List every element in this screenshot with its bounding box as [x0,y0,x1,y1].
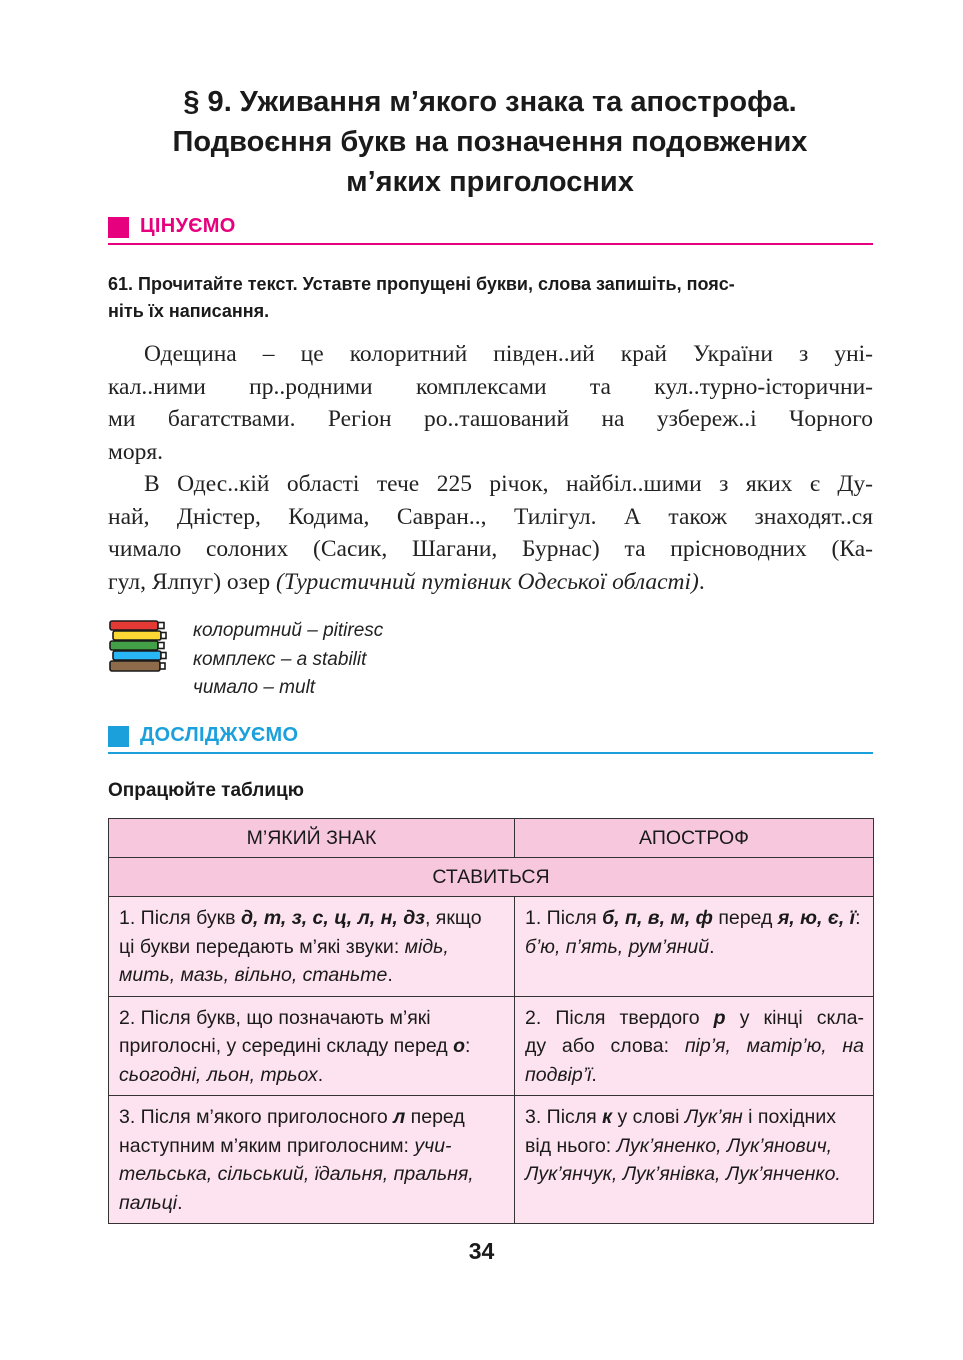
cell-line: 2. Після букв, що позначають м’які [119,1006,431,1029]
cell-line [119,961,505,990]
text-fragment: у кінці скла- [725,1006,864,1029]
text-fragment: . [709,935,715,958]
text-fragment: . [387,964,393,986]
table-caption: Опрацюйте таблицю [108,780,304,801]
section-label: ДОСЛІДЖУЄМО [140,724,299,746]
text-line: В Одес..кій області тече 225 річок, найбіл..шими з яких є Ду- [144,471,873,497]
subheader: СТАВИТЬСЯ [109,858,874,897]
example-words: Лук’янчук, Лук’янівка, Лук’янченко. [525,1163,841,1185]
text-fragment: у слові [612,1106,685,1128]
example-words: сьогодні, льон, трьох [119,1063,318,1086]
table-row [109,897,874,997]
table-cell [109,1096,515,1224]
square-marker-icon [108,217,129,238]
cell-line [119,1032,505,1061]
cell-line [525,1132,864,1161]
instruction-line: 61. Прочитайте текст. Уставте пропущені букви, слова запишіть, пояс- [108,274,735,294]
text-fragment: ду або слова: [525,1035,685,1057]
text-fragment: . [317,1063,324,1086]
cell-line [119,933,505,962]
text-fragment: : [855,907,861,929]
text-fragment: 3. Після [525,1106,603,1128]
example-words: Лук’яненко, Лук’янович, [616,1134,833,1157]
cell-line [119,1160,505,1189]
text-fragment: наступним м’яким приголосним: [119,1134,415,1157]
example-words: мить, мазь, вільно, станьте [119,964,388,986]
cell-line [119,1103,505,1132]
table-cell [515,897,874,997]
example-words: тельська, сільський, їдальня, пральня, [119,1163,474,1185]
bold-letters: д, т, з, с, ц, л, н, дз [240,907,425,929]
table-cell [109,897,515,997]
example-words: пір’я, матір’ю, на [684,1035,864,1057]
section-label: ЦІНУЄМО [140,215,236,237]
text-fragment: . [698,568,705,595]
table-cell [515,996,874,1096]
text-fragment: і похідних [742,1106,836,1128]
rules-table [108,818,874,1224]
exercise-instruction [108,271,873,325]
cell-line [525,1160,864,1189]
text-fragment: . [591,1063,597,1086]
vocabulary-item: колоритний – pitiresc [193,620,384,641]
section-header-value [108,213,873,245]
text-fragment: 2. Після твердого [525,1006,714,1029]
section-header-research [108,722,873,754]
cell-line [525,1103,864,1132]
text-fragment: 1. Після [525,907,603,929]
title-line: § 9. Уживання м’якого знака та апострофа. [183,86,797,118]
bold-letters: л [393,1106,406,1128]
vocabulary-list [193,617,383,703]
bold-letters: б, п, в, м, ф [602,907,713,929]
example-words: подвір’ї [525,1063,592,1086]
column-header: АПОСТРОФ [515,819,874,858]
text-fragment: перед [405,1106,465,1128]
text-line: моря. [108,438,164,465]
example-words: Лук’ян [684,1106,743,1128]
text-line: чимало солоних (Сасик, Шагани, Бурнас) та прісноводних (Ка- [108,536,873,562]
text-fragment: перед [712,907,778,929]
exercise-text [108,338,873,598]
table-row [109,996,874,1096]
text-fragment: приголосні, у середині складу перед [119,1035,454,1057]
cell-line [119,1061,505,1090]
cell-line [119,904,505,933]
bold-letters: о [453,1035,465,1057]
cell-line [119,1132,505,1161]
table-row [109,1096,874,1224]
example-words: б’ю, п’ять, рум’яний [525,935,710,958]
vocabulary-item: чимало – mult [193,677,316,698]
text-line: Одещина – це колоритний півден..ий край України з уні- [144,341,873,367]
source-citation: (Туристичний путівник Одеської області) [276,568,699,595]
table-subheader-row [109,858,874,897]
text-fragment: ці букви передають м’які звуки: [119,935,405,958]
text-fragment: 3. Після м’якого приголосного [119,1106,394,1128]
bold-letters: я, ю, є, ї [777,907,856,929]
text-line: най, Дністер, Кодима, Савран.., Тилігул. А також знаходят..ся [108,503,873,530]
square-marker-icon [108,726,129,747]
title-line: м’яких приголосних [346,166,634,198]
text-fragment: 1. Після букв [119,907,241,929]
cell-line [525,933,864,962]
text-fragment: . [177,1191,183,1214]
cell-line [119,1189,505,1218]
bold-letters: к [602,1106,613,1128]
text-fragment: : [465,1035,471,1057]
cell-line [525,1032,864,1061]
example-words: мідь, [404,935,449,958]
text-line: кал..ними пр..родними комплексами та кул..турно-історични- [108,373,873,400]
table-header-row [109,819,874,858]
vocabulary-item: комплекс – a stabilit [193,648,367,670]
page-title [108,82,872,202]
title-line: Подвоєння букв на позначення подовжених [172,126,808,158]
table-cell [109,996,515,1096]
text-line: ми багатствами. Регіон ро..ташований на узбереж..і Чорного [108,406,873,432]
text-line [108,566,873,599]
text-fragment: , якщо [424,907,482,929]
column-header: М’ЯКИЙ ЗНАК [109,819,515,858]
cell-line [525,1004,864,1033]
instruction-line: ніть їх написання. [108,301,270,321]
example-words: учи- [414,1134,452,1157]
cell-line [525,904,864,933]
cell-line [525,1061,864,1090]
table-cell [515,1096,874,1224]
text-fragment: гул, Ялпуг) озер [108,568,276,595]
page-number: 34 [468,1238,495,1264]
bold-letters: р [713,1006,726,1029]
books-icon [108,620,168,674]
example-words: пальці [119,1191,178,1214]
text-fragment: від нього: [525,1134,617,1157]
